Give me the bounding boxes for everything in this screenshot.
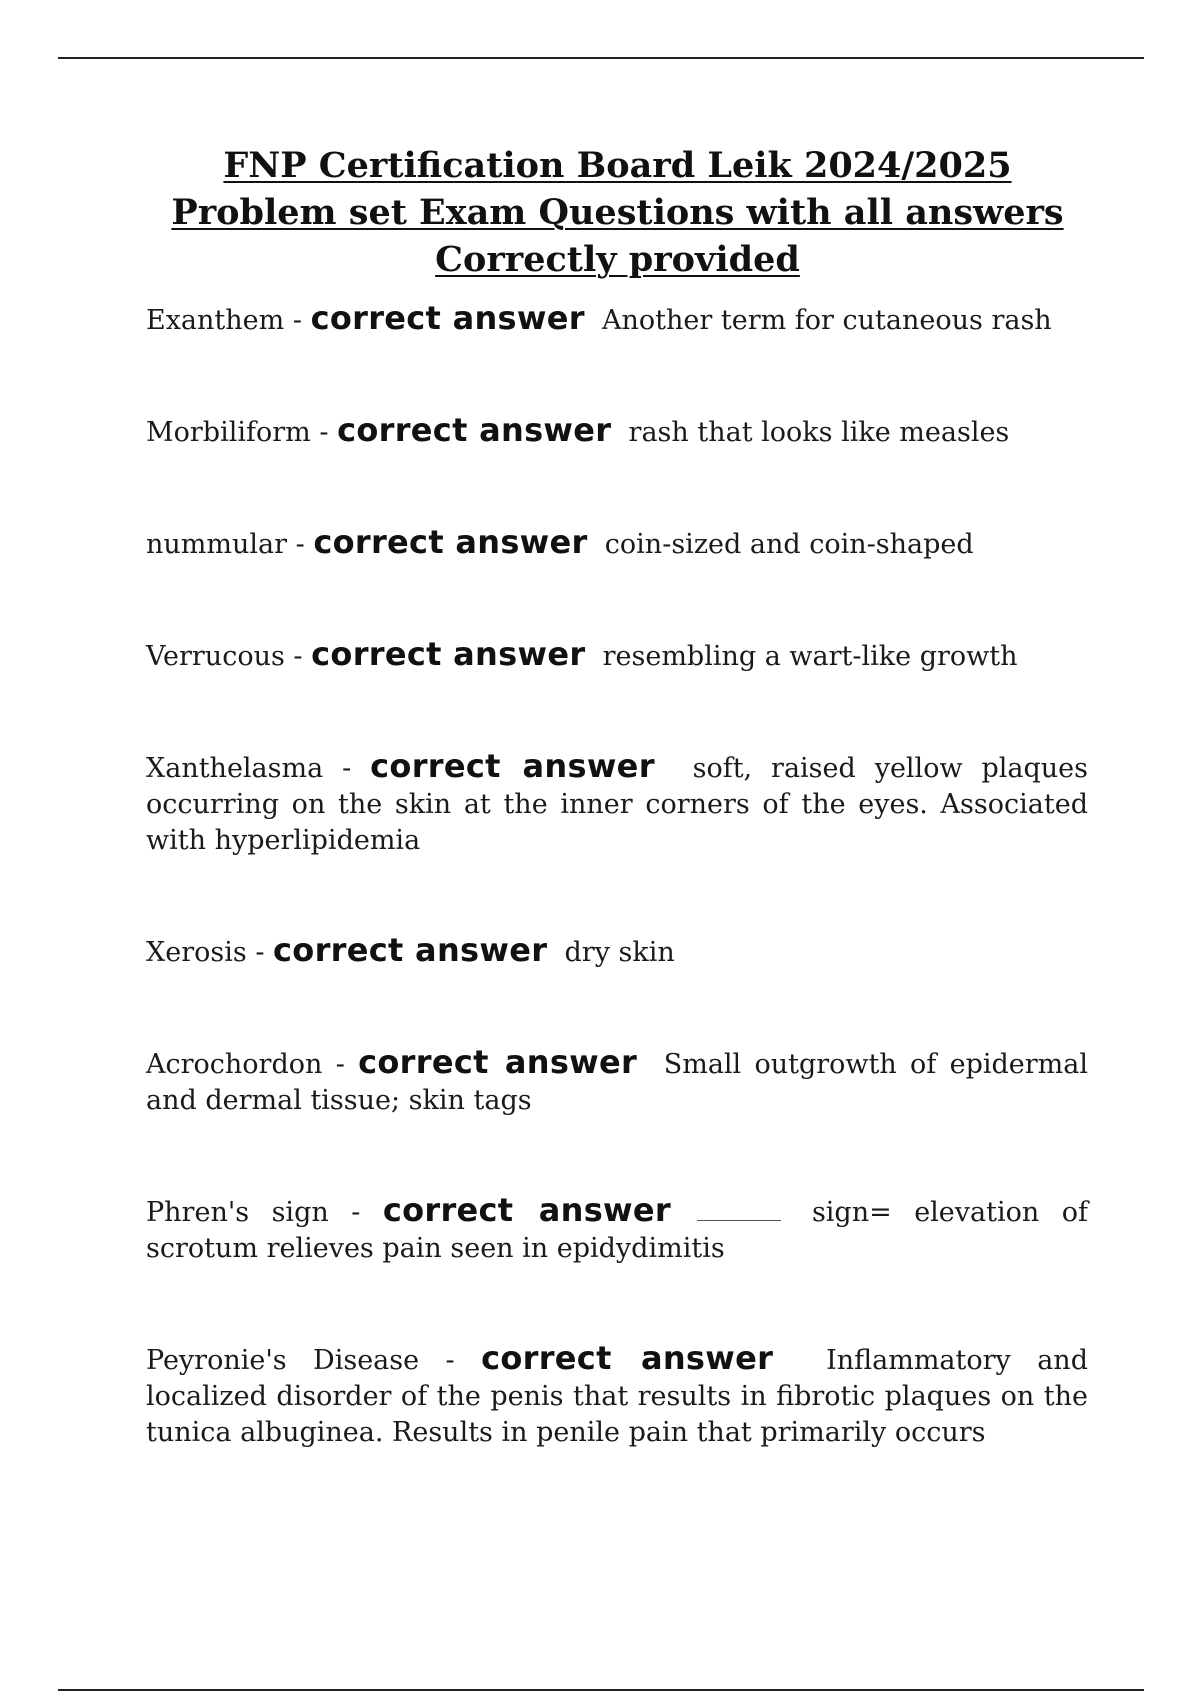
entry-term: Verrucous: [146, 641, 285, 672]
correct-answer-label: correct answer: [310, 299, 585, 337]
entry-term: Morbiliform: [146, 417, 311, 448]
entry-acrochordon: [146, 1044, 1088, 1119]
entry-list: [146, 300, 1088, 1524]
entry-xerosis: [146, 932, 1088, 971]
entry-separator: -: [292, 305, 302, 336]
entry-exanthem: [146, 300, 1088, 339]
entry-answer: rash that looks like measles: [628, 417, 1010, 448]
entry-term: Xerosis: [146, 937, 247, 968]
entry-term: Acrochordon: [146, 1049, 323, 1080]
correct-answer-label: correct answer: [273, 931, 548, 969]
correct-answer-label: correct answer: [370, 747, 655, 785]
correct-answer-label: correct answer: [311, 635, 586, 673]
entry-term: Xanthelasma: [146, 753, 324, 784]
entry-term: Exanthem: [146, 305, 285, 336]
entry-term: Phren's sign: [146, 1197, 329, 1228]
entry-separator: -: [335, 1049, 345, 1080]
entry-term: Peyronie's Disease: [146, 1345, 420, 1376]
entry-xanthelasma: [146, 748, 1088, 859]
document-title: FNP Certification Board Leik 2024/2025 Problem set Exam Questions with all answers Correctly provided: [171, 145, 1064, 280]
entry-verrucous: [146, 636, 1088, 675]
correct-answer-label: correct answer: [337, 411, 612, 449]
entry-peyronies-disease: [146, 1340, 1088, 1451]
correct-answer-label: correct answer: [481, 1339, 774, 1377]
entry-answer: Inflammatory and localized disorder of the penis that results in fibrotic plaques on the tunica albuginea. Results in penile pain that primarily occurs: [146, 1345, 1088, 1448]
bottom-rule: [58, 1689, 1144, 1691]
entry-answer: resembling a wart-like growth: [602, 641, 1018, 672]
entry-separator: -: [293, 641, 303, 672]
correct-answer-label: correct answer: [382, 1191, 671, 1229]
entry-term: nummular: [146, 529, 288, 560]
entry-nummular: [146, 524, 1088, 563]
entry-answer: coin-sized and coin-shaped: [604, 529, 974, 560]
fill-in-blank: [697, 1200, 781, 1221]
entry-answer: dry skin: [564, 937, 675, 968]
entry-answer: Small outgrowth of epidermal and dermal tissue; skin tags: [146, 1049, 1089, 1116]
entry-separator: -: [342, 753, 352, 784]
entry-separator: -: [445, 1345, 455, 1376]
top-rule: [58, 57, 1144, 59]
entry-answer: soft, raised yellow plaques occurring on the skin at the inner corners of the eyes. Associated with hyperlipidemia: [146, 753, 1088, 856]
entry-answer: sign= elevation of scrotum relieves pain seen in epidydimitis: [146, 1197, 1088, 1264]
correct-answer-label: correct answer: [313, 523, 588, 561]
correct-answer-label: correct answer: [358, 1043, 638, 1081]
entry-separator: -: [319, 417, 329, 448]
entry-morbiliform: [146, 412, 1088, 451]
entry-separator: -: [255, 937, 265, 968]
entry-answer: Another term for cutaneous rash: [602, 305, 1052, 336]
entry-separator: -: [351, 1197, 361, 1228]
entry-separator: -: [295, 529, 305, 560]
entry-phrens-sign: [146, 1192, 1088, 1267]
